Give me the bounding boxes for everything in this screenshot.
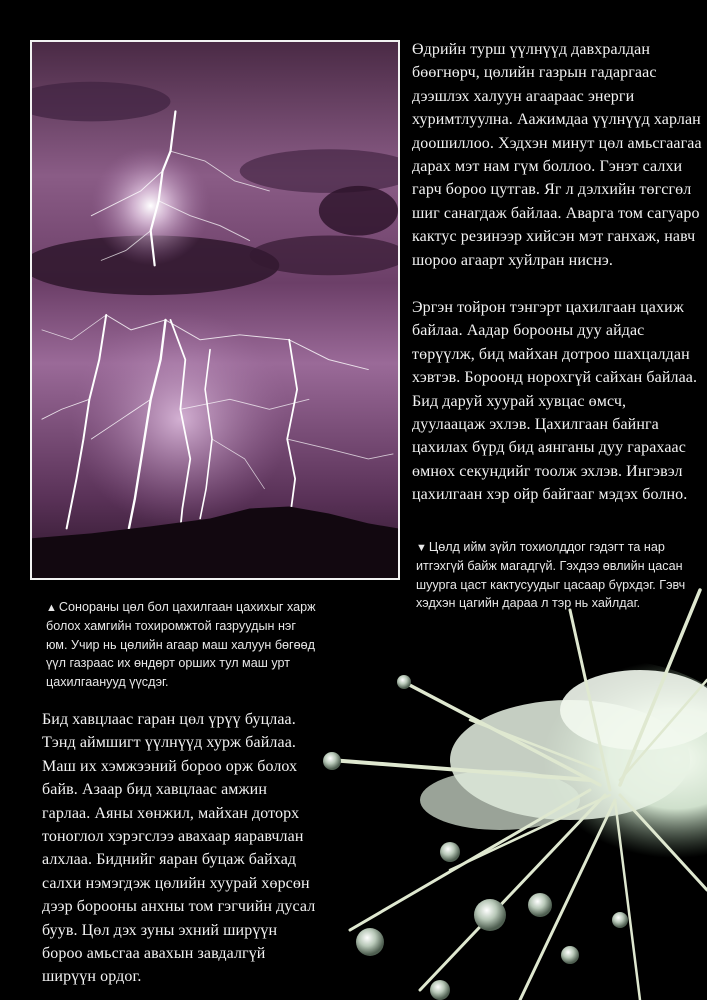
paragraph-2-text: Эргэн тойрон тэнгэрт цахилгаан цахиж байлаа. Аадар борооны дуу айдас төрүүлж, бид майхан дотроо шахцалдан хэвтэв. Бороонд норохгүй сайхан байлаа. Бид даруй хуурай хувцас өмсч, дуулаацаж эхлэв. Цахилгаан байнга цахилах бүрд бид аянганы дуу гарахаас өмнөх секундийг тоолж эхлэв. Ингэвэл цахилгаан хэр ойр байгааг мэдэх болно.	[412, 299, 698, 504]
caption-up-marker-icon: ▲	[46, 602, 57, 614]
caption-cactus-text: Цөлд ийм зүйл тохиолддог гэдэгт та нар итгэхгүй байж магадгүй. Гэхдээ өвлийн цасан шуурга цаст кактусуудыг цасаар бүрхдэг. Гэвч хэдхэн цагийн дараа л тэр нь хайлдаг.	[416, 540, 686, 611]
lightning-photo	[30, 40, 400, 580]
body-paragraph-2	[412, 296, 702, 507]
paragraph-1-text: Өдрийн турш үүлнүүд давхралдан бөөгнөрч, цөлийн газрын гадаргаас дээшлэх халуун агаараас энерги хуримтлуулна. Аажимдаа үүлнүүд харлан доошиллоо. Хэдхэн минут цөл амьсгаагаа дарах мэт нам гүм боллоо. Гэнэт салхи гарч бороо цутгав. Яг л дэлхийн төгсгөл шиг санагдаж байлаа. Аварга том сагуаро кактус резинээр хийсэн мэт ганхаж, навч шороо агаарт хуйлран ниснэ.	[412, 41, 702, 269]
caption-down-marker-icon: ▼	[416, 542, 427, 554]
frosted-cactus-photo	[320, 570, 707, 1000]
body-paragraph-3	[42, 708, 317, 989]
lightning-illustration	[32, 42, 398, 578]
caption-lightning-text: Сонораны цөл бол цахилгаан цахихыг харж болох хамгийн тохиромжтой газруудын нэг юм. Учир нь цөлийн агаар маш халуун бөгөөд үүл газраас их өндөрт орших тул маш урт цахилгаанууд үүсдэг.	[46, 600, 316, 689]
body-paragraph-1	[412, 38, 702, 272]
frosted-cactus-illustration	[320, 570, 707, 1000]
paragraph-3-text: Бид хавцлаас гаран цөл үрүү буцлаа. Тэнд аймшигт үүлнүүд хурж байлаа. Маш их хэмжээний бороо орж болох байв. Азаар бид хавцлаас амжин гарлаа. Аяны хөнжил, майхан доторх тоноглол хэрэгслээ авахаар яаравчлан алхлаа. Биднийг яаран буцаж байхад салхи нэмэгдэж цөлийн хуурай хөрсөн дээр борооны анхны том гэгчийн дусал буув. Цөл дэх зуны эхний ширүүн бороо амьсгаа авахын завдалгүй ширүүн ордог.	[42, 711, 316, 986]
caption-lightning	[46, 598, 316, 691]
